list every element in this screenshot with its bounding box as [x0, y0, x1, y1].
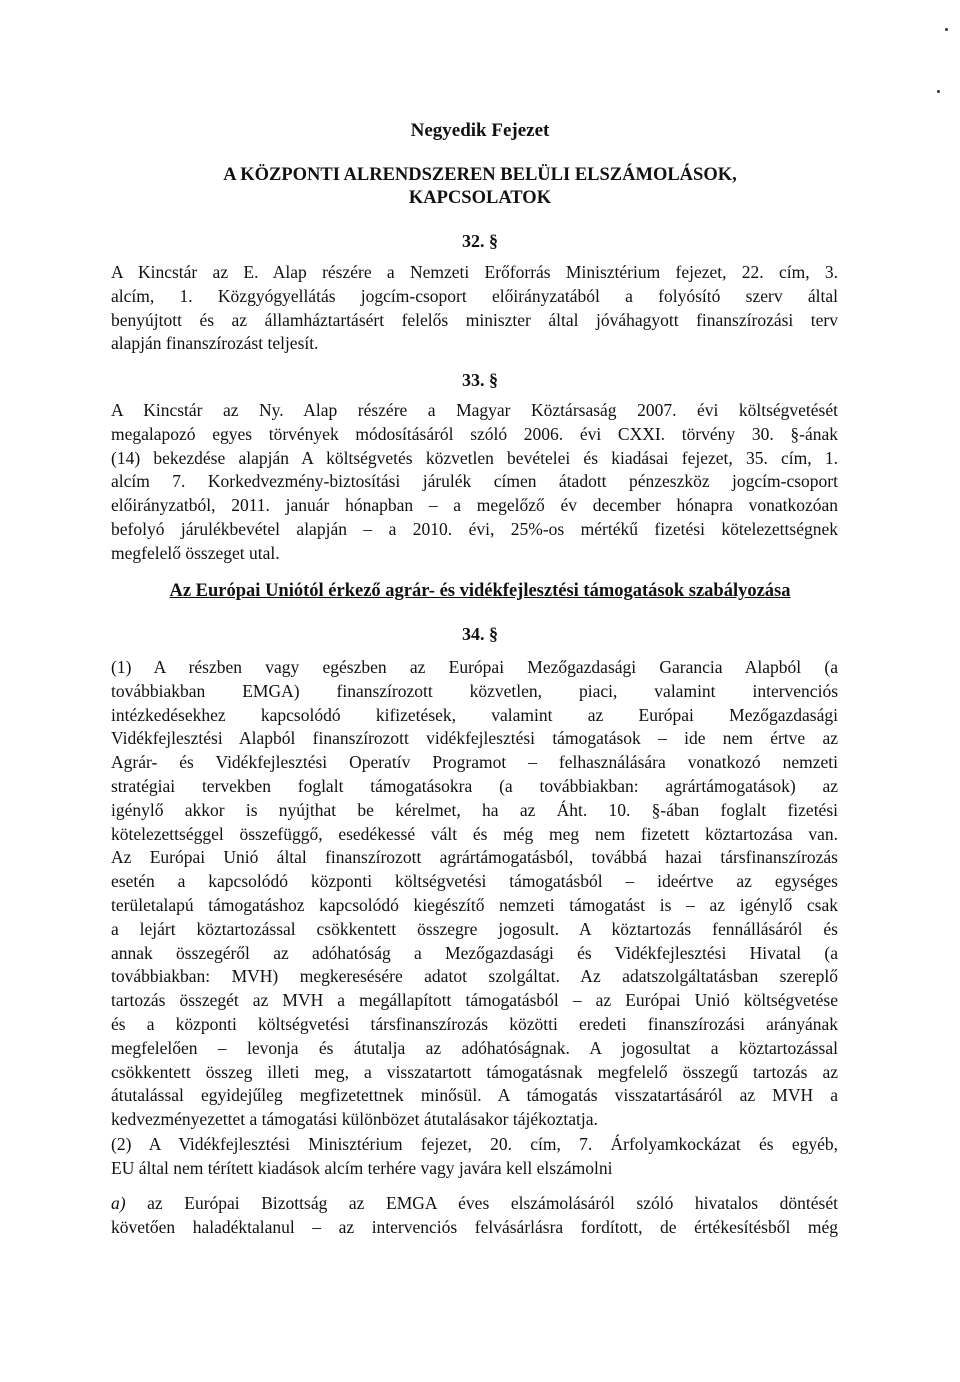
- text-line: csökkentett összeg illeti meg, a visszatartott támogatásnak megfelelő összegű tartozás az: [111, 1061, 838, 1082]
- text-line: átutalással egyidejűleg megfizetettnek minősül. A támogatás visszatartásáról az MVH a: [111, 1085, 838, 1106]
- section-heading: Az Európai Uniótól érkező agrár- és vidékfejlesztési támogatások szabályozása: [169, 581, 791, 601]
- text-line: tartozás összegét az MVH a megállapított támogatásból – az Európai Unió költségvetése: [111, 990, 838, 1011]
- chapter-title-line-1: A KÖZPONTI ALRENDSZEREN BELÜLI ELSZÁMOLÁSOK,: [223, 165, 737, 185]
- scan-speck: [945, 28, 948, 31]
- text-line: (1) A részben vagy egészben az Európai Mezőgazdasági Garancia Alapból (a: [111, 657, 838, 677]
- text-line: stratégiai tervekben foglalt támogatásokra (a továbbiakban: agrártámogatások) az: [111, 775, 838, 796]
- point-label: a): [111, 1193, 126, 1213]
- text-line: alcím 7. Korkedvezmény-biztosítási járulék címen átadott pénzeszköz jogcím-csoport: [111, 471, 838, 492]
- text-line: EU által nem térített kiadások alcím terhére vagy javára kell elszámolni: [111, 1157, 613, 1178]
- text-line: megfelelő összeget utal.: [111, 542, 280, 563]
- section-34-paragraph-1: [111, 656, 838, 1132]
- text-line: befolyó járulékbevétel alapján – a 2010. évi, 25%-os mértékű fizetési kötelezettségnek: [111, 518, 838, 539]
- text-line: a lejárt köztartozással csökkentett összegre jogosult. A köztartozás fennállásáról és: [111, 918, 838, 939]
- text-line: annak összegéről az adóhatóság a Mezőgazdasági és Vidékfejlesztési Hivatal (a: [111, 942, 838, 963]
- section-32-paragraph: [111, 261, 838, 356]
- text-line: megalapozó egyes törvények módosításáról szóló 2006. évi CXXI. törvény 30. §-ának: [111, 423, 838, 444]
- text-line: [111, 1192, 838, 1216]
- scan-speck: [937, 90, 940, 93]
- chapter-title-line-2: KAPCSOLATOK: [408, 188, 552, 208]
- text-line: kedvezményezettet a támogatási különbözet átutalásakor tájékoztatja.: [111, 1109, 598, 1130]
- text-line: A Kincstár az Ny. Alap részére a Magyar Köztársaság 2007. évi költségvetését: [111, 400, 838, 420]
- text-line: (2) A Vidékfejlesztési Minisztérium fejezet, 20. cím, 7. Árfolyamkockázat és egyéb,: [111, 1134, 838, 1154]
- text-line: alcím, 1. Közgyógyellátás jogcím-csoport előirányzatából a folyósító szerv által: [111, 285, 838, 306]
- text-line: Agrár- és Vidékfejlesztési Operatív Programot – felhasználására vonatkozó nemzeti: [111, 752, 838, 773]
- text-line: területalapú támogatáshoz kapcsolódó kiegészítő nemzeti támogatást is – az igénylő csak: [111, 894, 838, 915]
- text-line: esetén a kapcsolódó központi költségvetési támogatásból – ideértve az egységes: [111, 871, 838, 892]
- chapter-number-title: Negyedik Fejezet: [410, 120, 550, 141]
- text-line: Vidékfejlesztési Alapból finanszírozott vidékfejlesztési támogatások – ide nem értve az: [111, 728, 838, 749]
- section-34-paragraph-2: [111, 1133, 838, 1181]
- text-line: Az Európai Unió által finanszírozott agrártámogatásból, továbbá hazai társfinanszírozás: [111, 847, 838, 868]
- text-line: benyújtott és az államháztartásért felelős miniszter által jóváhagyott finanszírozási terv: [111, 309, 838, 330]
- text-line: igénylő akkor is nyújthat be kérelmet, ha az Áht. 10. §-ában foglalt fizetési: [111, 799, 838, 820]
- section-33-mark: 33. §: [462, 370, 498, 390]
- text-line: továbbiakban EMGA) finanszírozott közvetlen, piaci, valamint intervenciós: [111, 680, 838, 701]
- text-line: előirányzatból, 2011. január hónapban – a megelőző év december hónapra vonatkozóan: [111, 495, 838, 516]
- text-line: intézkedésekhez kapcsolódó kifizetések, valamint az Európai Mezőgazdasági: [111, 704, 838, 725]
- text-line: továbbiakban: MVH) megkeresésére adatot szolgáltat. Az adatszolgáltatásban szereplő: [111, 966, 838, 987]
- section-34-mark: 34. §: [462, 624, 498, 644]
- text-line: megfelelően – levonja és átutalja az adóhatóságnak. A jogosultat a köztartozással: [111, 1037, 838, 1058]
- section-34-paragraph-3: [111, 1192, 838, 1240]
- text-line: alapján finanszírozást teljesít.: [111, 333, 319, 354]
- text-line: követően haladéktalanul – az intervenciós felvásárlásra fordított, de értékesítésből még: [111, 1216, 838, 1237]
- text-line: kötelezettséggel összefüggő, esedékessé vált és még meg nem fizetett köztartozása van.: [111, 823, 838, 844]
- section-32-mark: 32. §: [462, 231, 498, 251]
- section-33-paragraph: [111, 399, 838, 566]
- text-line: (14) bekezdése alapján A költségvetés közvetlen bevételei és kiadásai fejezet, 35. cím, 1.: [111, 447, 838, 468]
- point-text: az Európai Bizottság az EMGA éves elszámolásáról szóló hivatalos döntését: [125, 1193, 838, 1213]
- text-line: A Kincstár az E. Alap részére a Nemzeti Erőforrás Minisztérium fejezet, 22. cím, 3.: [111, 262, 838, 282]
- text-line: és a központi költségvetési társfinanszírozás közötti eredeti finanszírozási arányának: [111, 1013, 838, 1034]
